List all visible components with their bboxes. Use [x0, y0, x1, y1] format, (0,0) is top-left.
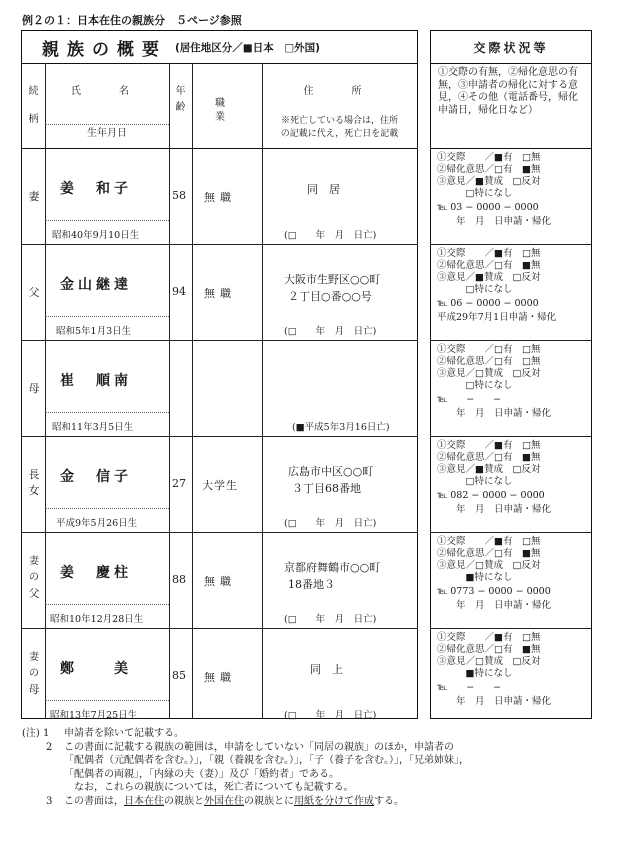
status-naturalization-intent: ②帰化意思／□有 ■無 — [437, 164, 541, 175]
note-2-label: 2 — [46, 741, 53, 753]
age: 94 — [172, 285, 186, 298]
relative-name: 姜 慶柱 — [60, 565, 132, 581]
status-naturalization-intent: ②帰化意思／□有 □無 — [437, 356, 541, 367]
age: 27 — [172, 477, 186, 490]
note-2-line-3: 「配偶者の両親」，「内縁の夫（妻）」及び「婚約者」である。 — [64, 768, 339, 780]
note-3-underline-1: 日本在住 — [124, 795, 164, 807]
note-1-text: 申請者を除いて記載する。 — [64, 728, 184, 739]
note-3 — [22, 795, 597, 809]
status-opinion: ③意見／■賛成 □反対 — [437, 176, 541, 187]
relation — [26, 381, 42, 397]
occupation: 無職 — [204, 191, 236, 204]
relation — [26, 554, 42, 602]
death-date: (□ 年 月 日亡) — [284, 230, 377, 241]
relation-1: 母 — [28, 382, 40, 395]
death-date: (□ 年 月 日亡) — [284, 518, 377, 529]
note-2-line-2: 「配偶者（元配偶者を含む。）」，「親（養親を含む。）」，「子（養子を含む。）」，「兄弟姉妹」， — [64, 755, 469, 766]
status-application-date: 年 月 日申請・帰化 — [437, 504, 552, 515]
status-no-opinion: □特になし — [437, 188, 513, 199]
status-application-date: 年 月 日申請・帰化 — [437, 408, 552, 419]
age: 88 — [172, 573, 186, 586]
status-contact: ①交際 ／■有 □無 — [437, 152, 541, 163]
relative-name: 崔 順南 — [60, 373, 132, 389]
col-header-birthdate: 生年月日 — [87, 128, 127, 139]
relative-name: 金山継達 — [60, 277, 132, 293]
status-naturalization-intent: ②帰化意思／□有 ■無 — [437, 260, 541, 271]
status-phone: ℡ − − — [437, 682, 502, 693]
col-header-occupation: 職 業 — [215, 98, 263, 123]
occupation: 大学生 — [202, 479, 238, 492]
relation — [26, 189, 42, 205]
age: 58 — [172, 189, 186, 202]
birthdate: 昭和10年12月28日生 — [50, 614, 144, 625]
relatives-overview-table — [21, 30, 418, 719]
occupation: 無職 — [204, 575, 236, 588]
status-contact: ①交際 ／□有 □無 — [437, 344, 541, 355]
residence-category: (居住地区分／■日本 □外国) — [175, 41, 320, 54]
relation — [26, 467, 42, 499]
death-date: (□ 年 月 日亡) — [284, 710, 377, 721]
col-header-age-2: 齢 — [175, 102, 186, 113]
relation-1: 妻の — [29, 652, 39, 679]
status-phone: ℡ 03 − 0000 − 0000 — [437, 202, 539, 213]
col-header-relation-1: 続 — [28, 86, 39, 97]
note-2-line-1: この書面に記載する親族の範囲は，申請をしていない「同居の親族」のほか，申請者の — [64, 741, 454, 753]
address-line-2: 18番地３ — [288, 578, 335, 591]
status-naturalization-intent: ②帰化意思／□有 ■無 — [437, 452, 541, 463]
note-3-mid-1: の親族と — [164, 795, 204, 807]
relative-name: 姜 和子 — [60, 181, 132, 197]
occupation: 無職 — [204, 671, 236, 684]
status-application-date: 年 月 日申請・帰化 — [437, 216, 552, 227]
status-contact: ①交際 ／■有 □無 — [437, 632, 541, 643]
note-2 — [22, 741, 597, 755]
col-header-age-1: 年 — [175, 86, 186, 97]
status-opinion: ③意見／■賛成 □反対 — [437, 464, 541, 475]
col-header-address-note — [262, 115, 417, 141]
relation-1: 妻 — [28, 190, 40, 203]
status-no-opinion: □特になし — [437, 380, 513, 391]
address-note-line-1: ※死亡している場合は，住所 — [280, 116, 398, 126]
relative-name: 金 信子 — [60, 469, 132, 485]
status-phone: ℡ − − — [437, 394, 502, 405]
note-3-pre: この書面は， — [64, 795, 124, 807]
status-opinion: ③意見／□賛成 □反対 — [437, 560, 541, 571]
relation — [26, 285, 42, 301]
relations-status-title: 交際状況等 — [473, 40, 549, 55]
relation — [26, 650, 42, 698]
relation-1: 長 — [28, 468, 40, 481]
note-3-underline-2: 外国在住 — [204, 795, 244, 807]
death-date: (■平成5年3月16日亡) — [292, 422, 390, 433]
status-application-date: 年 月 日申請・帰化 — [437, 600, 552, 611]
address-line-1: 京都府舞鶴市○○町 — [284, 561, 381, 574]
status-phone: ℡ 082 − 0000 − 0000 — [437, 490, 545, 501]
age: 85 — [172, 669, 186, 682]
relations-status-description: ①交際の有無，②帰化意思の有無，③申請者の帰化に対する意見，④その他（電話番号，帰化申請日，帰化日など） — [438, 67, 578, 116]
status-phone: ℡ 06 − 0000 − 0000 — [437, 298, 539, 309]
address-line-1: 大阪市生野区○○町 — [284, 273, 381, 286]
status-naturalization-intent: ②帰化意思／□有 ■無 — [437, 548, 541, 559]
address-line-2: ３丁目68番地 — [292, 482, 361, 495]
note-2-line-4: なお，これらの親族については，死亡者についても記載する。 — [74, 782, 354, 793]
death-date: (□ 年 月 日亡) — [284, 326, 377, 337]
col-header-relation-2: 柄 — [28, 114, 39, 125]
col-header-age — [169, 85, 192, 115]
status-application-date: 年 月 日申請・帰化 — [437, 696, 552, 707]
address-line-2: ２丁目○番○○号 — [288, 290, 372, 303]
notes-section — [22, 727, 597, 808]
status-no-opinion: ■特になし — [437, 572, 513, 583]
occupation: 無職 — [204, 287, 236, 300]
birthdate: 昭和13年7月25日生 — [50, 710, 138, 721]
status-naturalization-intent: ②帰化意思／□有 ■無 — [437, 644, 541, 655]
table-title — [22, 31, 417, 63]
address-line-1: 同 居 — [307, 183, 340, 196]
col-header-name: 氏 名 — [71, 86, 143, 97]
note-3-post: する。 — [374, 795, 404, 807]
relative-name: 鄭 美 — [60, 661, 132, 677]
address-line-1: 同 上 — [310, 663, 343, 676]
note-3-text — [64, 795, 404, 809]
birthdate: 昭和40年9月10日生 — [52, 230, 140, 241]
birthdate: 昭和5年1月3日生 — [56, 326, 132, 337]
relation-2: 父 — [28, 587, 40, 600]
status-contact: ①交際 ／■有 □無 — [437, 248, 541, 259]
status-no-opinion: □特になし — [437, 476, 513, 487]
status-application-date: 平成29年7月1日申請・帰化 — [437, 312, 557, 323]
relation-2: 母 — [28, 683, 40, 696]
status-phone: ℡ 0773 − 0000 − 0000 — [437, 586, 551, 597]
birthdate: 昭和11年3月5日生 — [52, 422, 134, 433]
form-example-header: 例２の１：日本在住の親族分 ５ページ参照 — [22, 14, 242, 27]
table-title-text: 親族の概要 — [42, 39, 167, 60]
status-opinion: ③意見／□賛成 □反対 — [437, 368, 541, 379]
status-opinion: ③意見／■賛成 □反対 — [437, 272, 541, 283]
relation-2: 女 — [28, 484, 40, 497]
status-contact: ①交際 ／■有 □無 — [437, 440, 541, 451]
address-note-line-2: の記載に代え，死亡日を記載 — [280, 129, 399, 139]
note-3-mid-2: の親族とに — [244, 795, 294, 807]
note-3-underline-3: 用紙を分けて作成 — [294, 795, 374, 807]
birthdate: 平成9年5月26日生 — [56, 518, 138, 529]
status-no-opinion: ■特になし — [437, 668, 513, 679]
note-3-label: 3 — [46, 795, 53, 807]
col-header-address: 住 所 — [303, 86, 376, 97]
status-opinion: ③意見／□賛成 □反対 — [437, 656, 541, 667]
note-1 — [22, 727, 597, 741]
relation-1: 妻の — [29, 556, 39, 583]
relation-1: 父 — [28, 286, 40, 299]
status-contact: ①交際 ／■有 □無 — [437, 536, 541, 547]
death-date: (□ 年 月 日亡) — [284, 614, 377, 625]
relations-status-table — [430, 30, 592, 719]
col-header-relation — [22, 85, 45, 127]
address-line-1: 広島市中区○○町 — [288, 465, 374, 478]
status-no-opinion: □特になし — [437, 284, 513, 295]
note-1-label: (注) 1 — [22, 728, 50, 739]
